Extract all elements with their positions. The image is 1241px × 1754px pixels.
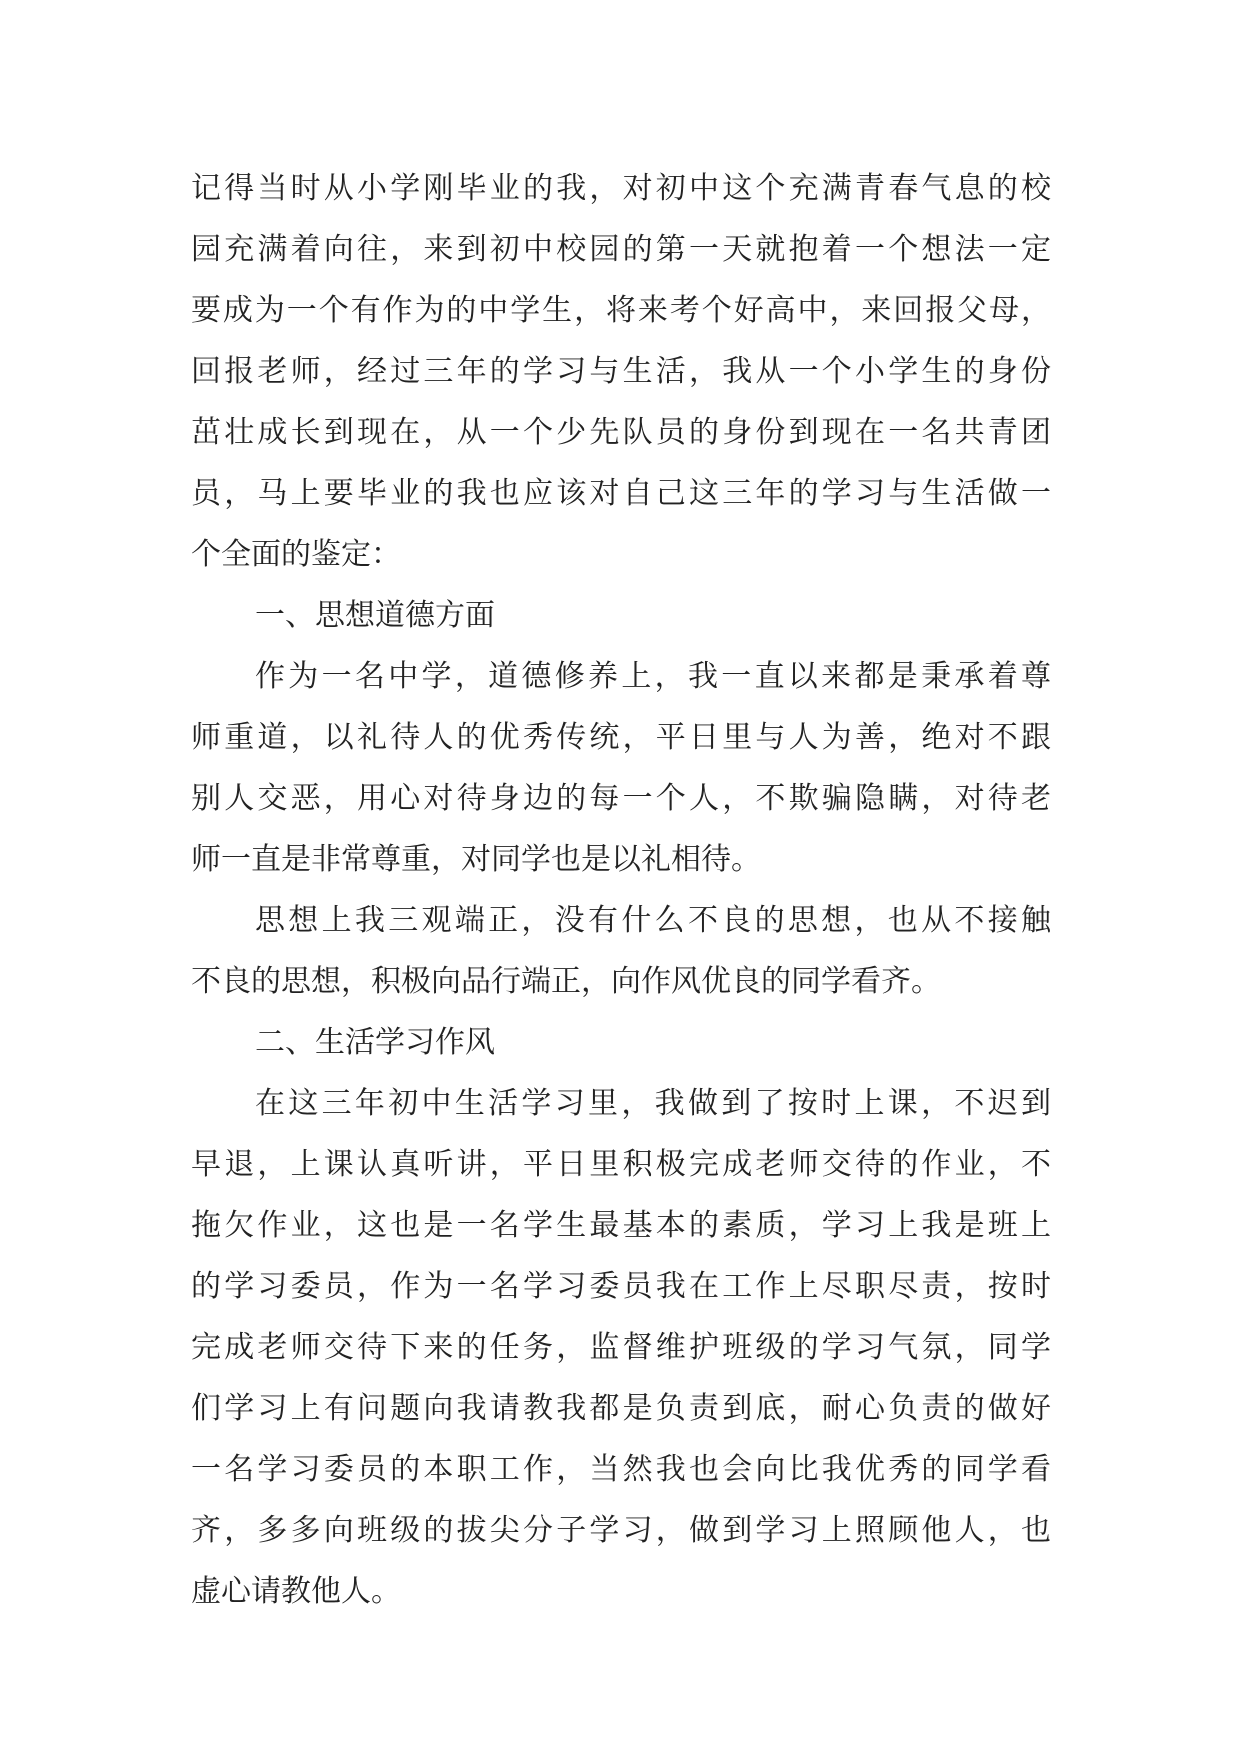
text-line: 园充满着向往，来到初中校园的第一天就抱着一个想法一定 [191,232,1051,267]
text-line: 记得当时从小学刚毕业的我，对初中这个充满青春气息的校 [191,171,1051,206]
text-line: 回报老师，经过三年的学习与生活，我从一个小学生的身份 [191,354,1051,389]
text-line: 思想上我三观端正，没有什么不良的思想，也从不接触 [255,903,1051,938]
section-heading: 二、生活学习作风 [255,1025,495,1060]
text-line: 一名学习委员的本职工作，当然我也会向比我优秀的同学看 [191,1452,1051,1487]
text-line: 拖欠作业，这也是一名学生最基本的素质，学习上我是班上 [191,1208,1051,1243]
text-line: 茁壮成长到现在，从一个少先队员的身份到现在一名共青团 [191,415,1051,450]
text-line: 齐，多多向班级的拔尖分子学习，做到学习上照顾他人，也 [191,1513,1051,1548]
text-line: 要成为一个有作为的中学生，将来考个好高中，来回报父母， [191,293,1051,328]
text-line: 师重道，以礼待人的优秀传统，平日里与人为善，绝对不跟 [191,720,1051,755]
text-line: 作为一名中学，道德修养上，我一直以来都是秉承着尊 [255,659,1051,694]
text-line: 早退，上课认真听讲，平日里积极完成老师交待的作业，不 [191,1147,1051,1182]
text-line: 的学习委员，作为一名学习委员我在工作上尽职尽责，按时 [191,1269,1051,1304]
text-line: 们学习上有问题向我请教我都是负责到底，耐心负责的做好 [191,1391,1051,1426]
document-body [191,158,1051,1622]
text-line: 不良的思想，积极向品行端正，向作风优良的同学看齐。 [191,964,941,999]
text-line: 虚心请教他人。 [191,1574,401,1609]
text-line: 完成老师交待下来的任务，监督维护班级的学习气氛，同学 [191,1330,1051,1365]
text-line: 员，马上要毕业的我也应该对自己这三年的学习与生活做一 [191,476,1051,511]
text-line: 个全面的鉴定： [191,537,401,572]
text-line: 师一直是非常尊重，对同学也是以礼相待。 [191,842,761,877]
text-line: 在这三年初中生活学习里，我做到了按时上课，不迟到 [255,1086,1051,1121]
section-heading: 一、思想道德方面 [255,598,495,633]
text-line: 别人交恶，用心对待身边的每一个人，不欺骗隐瞒，对待老 [191,781,1051,816]
